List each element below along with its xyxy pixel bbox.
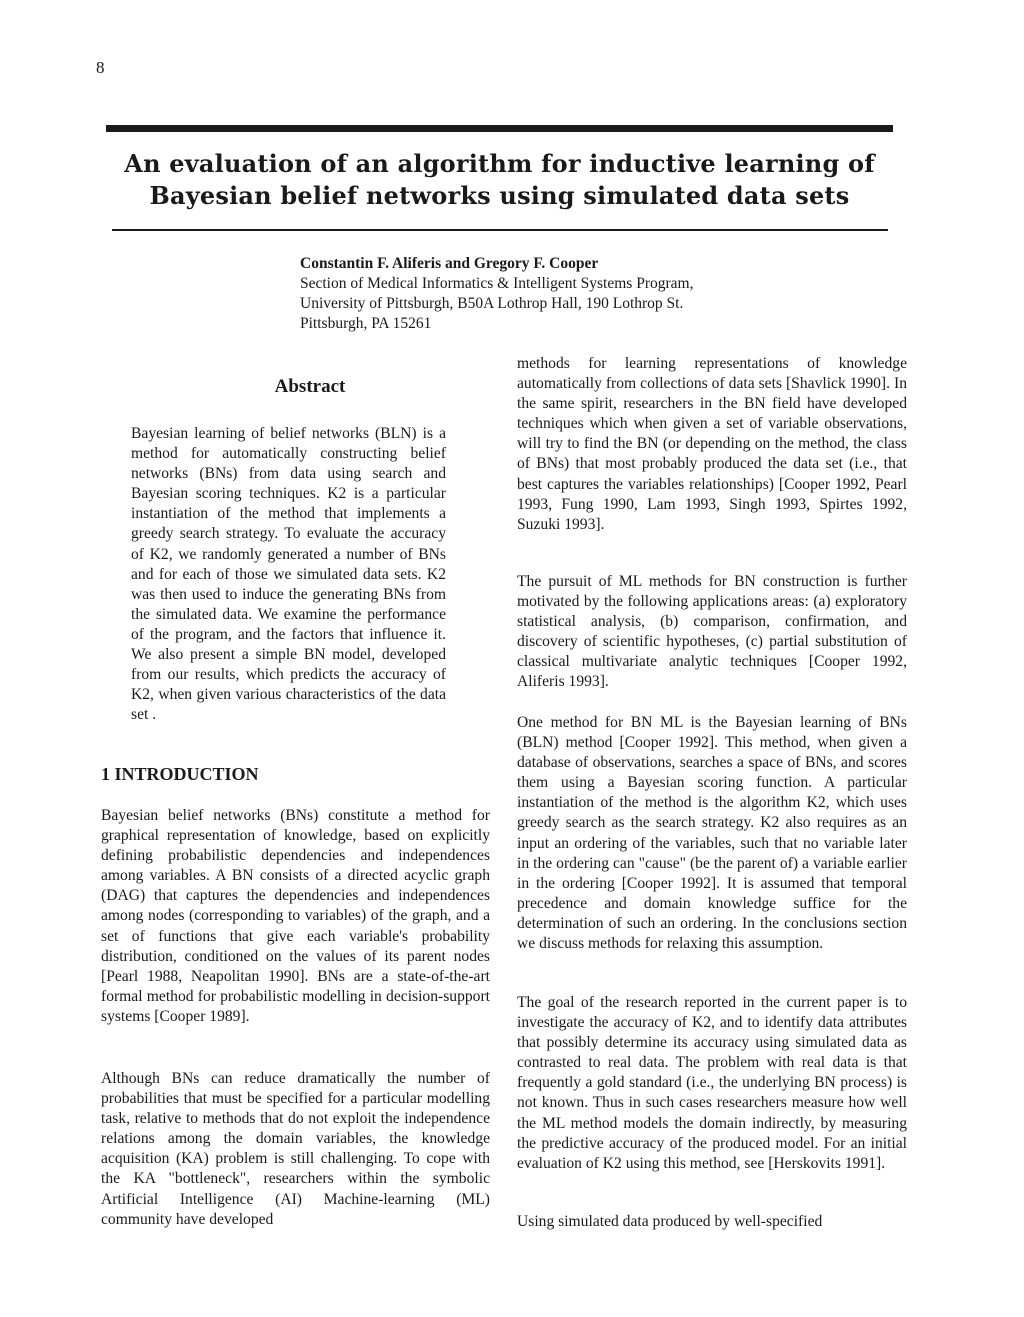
- right-column-paragraph-3: One method for BN ML is the Bayesian learning of BNs (BLN) method [Cooper 1992]. This method, when given a database of observations, searches a space of BNs, and scores them using a Bayesian scoring function. A particular instantiation of the method is the algorithm K2, which uses greedy search as the search strategy. K2 also requires as an input an ordering of the variables, such that no variable later in the ordering can "cause" (be the parent of) a variable earlier in the ordering [Cooper 1992]. It is assumed that temporal precedence and domain knowledge suffice for the determination of such an ordering. In the conclusions section we discuss methods for relaxing this assumption.: [517, 714, 907, 953]
- page-number: 8: [96, 58, 105, 77]
- top-rule: [106, 125, 893, 132]
- introduction-heading: 1 INTRODUCTION: [101, 764, 259, 784]
- introduction-paragraph-2: Although BNs can reduce dramatically the number of probabilities that must be specified for a particular modelling task, relative to methods that do not exploit the independence relations among the domain variables, the knowledge acquisition (KA) problem is still challenging. To cope with the KA "bottleneck", researchers within the symbolic Artificial Intelligence (AI) Machine-learning (ML) community have developed: [101, 1070, 490, 1228]
- right-column-paragraph-1: methods for learning representations of knowledge automatically from collections of data sets [Shavlick 1990]. In the same spirit, researchers in the BN field have developed techniques which when given a set of variable observations, will try to find the BN (or depending on the method, the class of BNs) that most probably produced the data set (i.e., that best captures the variables relationships) [Cooper 1992, Pearl 1993, Fung 1990, Lam 1993, Singh 1993, Spirtes 1992, Suzuki 1993].: [517, 355, 907, 533]
- author-names: Constantin F. Aliferis and Gregory F. Cooper: [300, 255, 599, 272]
- introduction-paragraph-1: Bayesian belief networks (BNs) constitute a method for graphical representation of knowledge, based on explicitly defining probabilistic dependencies and independences among variables. A BN consists of a directed acyclic graph (DAG) that captures the dependencies and independences among nodes (corresponding to variables) of the graph, and a set of functions that give each variable's probability distribution, conditioned on the values of its parent nodes [Pearl 1988, Neapolitan 1990]. BNs are a state-of-the-art formal method for probabilistic modelling in decision-support systems [Cooper 1989].: [101, 807, 490, 1025]
- title-rule: [112, 229, 888, 231]
- abstract-body: Bayesian learning of belief networks (BLN) is a method for automatically constructing belief networks (BNs) from data using search and Bayesian scoring techniques. K2 is a particular instantiation of the method that implements a greedy search strategy. To evaluate the accuracy of K2, we randomly generated a number of BNs and for each of those we simulated data sets. K2 was then used to induce the generating BNs from the simulated data. We examine the performance of the program, and the factors that influence it. We also present a simple BN model, developed from our results, which predicts the accuracy of K2, when given various characteristics of the data set .: [131, 425, 446, 724]
- right-column-paragraph-4: The goal of the research reported in the current paper is to investigate the accuracy of K2, and to identify data attributes that possibly determine its accuracy using simulated data as contrasted to real data. The problem with real data is that frequently a gold standard (i.e., the underlying BN process) is not known. Thus in such cases researchers measure how well the ML method models the domain indirectly, by measuring the predictive accuracy of the produced model. For an initial evaluation of K2 using this method, see [Herskovits 1991].: [517, 994, 907, 1172]
- affiliation-line-1: Section of Medical Informatics & Intelligent Systems Program,: [300, 275, 694, 292]
- affiliation-line-3: Pittsburgh, PA 15261: [300, 315, 432, 332]
- affiliation-line-2: University of Pittsburgh, B50A Lothrop Hall, 190 Lothrop St.: [300, 295, 684, 312]
- title-line-2: Bayesian belief networks using simulated data sets: [149, 181, 850, 210]
- abstract-heading: Abstract: [274, 376, 346, 397]
- author-block: [300, 254, 693, 334]
- paper-title: [106, 148, 893, 212]
- title-line-1: An evaluation of an algorithm for inductive learning of: [124, 149, 875, 178]
- right-column-paragraph-2: The pursuit of ML methods for BN construction is further motivated by the following applications areas: (a) exploratory statistical analysis, (b) comparison, confirmation, and discovery of scientific hypotheses, (c) partial substitution of classical multivariate analytic techniques [Cooper 1992, Aliferis 1993].: [517, 573, 907, 691]
- right-column-paragraph-5: Using simulated data produced by well-specified: [517, 1213, 823, 1230]
